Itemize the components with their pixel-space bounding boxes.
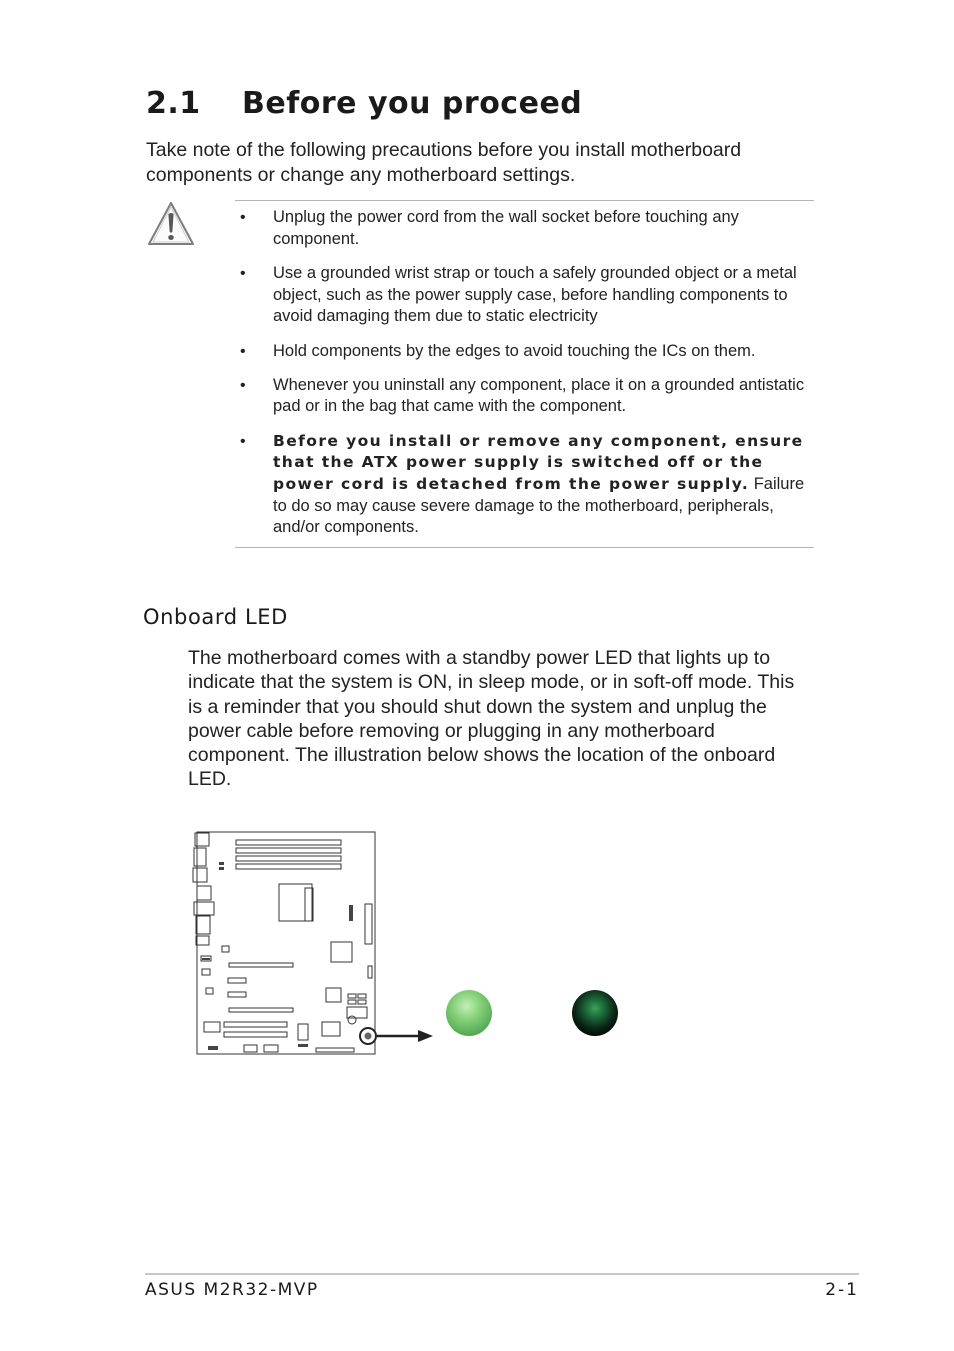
precaution-text: Use a grounded wrist strap or touch a safely grounded object or a metal object, such as the power supply case, before handling components to avoid damaging them due to static electricity	[273, 263, 797, 326]
list-item	[240, 431, 815, 540]
section-number: 2.1	[146, 86, 201, 121]
led-on-indicator	[446, 990, 492, 1036]
list-item	[240, 375, 815, 418]
footer-product-name: ASUS M2R32-MVP	[145, 1280, 319, 1300]
precaution-emphasis: Before you install or remove any component, ensure that the ATX power supply is switched off or the power cord is detached from the power supply.	[273, 431, 804, 494]
warning-top-rule	[235, 200, 814, 201]
precaution-text: Failure to do so may cause severe damage to the motherboard, peripherals, and/or components.	[273, 475, 805, 537]
list-item	[240, 207, 815, 250]
led-off-indicator	[572, 990, 618, 1036]
precaution-text: Unplug the power cord from the wall socket before touching any component.	[273, 208, 739, 248]
onboard-led-description: The motherboard comes with a standby power LED that lights up to indicate that the system is ON, in sleep mode, or in soft-off mode. This is a reminder that you should shut down the system and unplug the power cable before removing or plugging in any motherboard component. The illustration below shows the location of the onboard LED.	[188, 647, 795, 791]
motherboard-layout-diagram	[188, 826, 438, 1058]
intro-paragraph: Take note of the following precautions before you install motherboard components or change any motherboard settings.	[146, 139, 742, 186]
onboard-led-heading: Onboard LED	[143, 605, 288, 629]
list-item	[240, 341, 815, 363]
footer-page-number: 2-1	[825, 1280, 859, 1300]
precaution-text: Hold components by the edges to avoid touching the ICs on them.	[273, 341, 756, 360]
footer-rule	[145, 1273, 859, 1275]
list-item	[240, 263, 815, 328]
warning-triangle-icon	[146, 200, 196, 248]
warning-bottom-rule	[235, 547, 814, 548]
section-title-text: Before you proceed	[242, 86, 583, 121]
precaution-text: Whenever you uninstall any component, place it on a grounded antistatic pad or in the bag that came with the component.	[273, 375, 805, 416]
section-title	[146, 86, 582, 121]
precaution-list	[240, 207, 815, 552]
